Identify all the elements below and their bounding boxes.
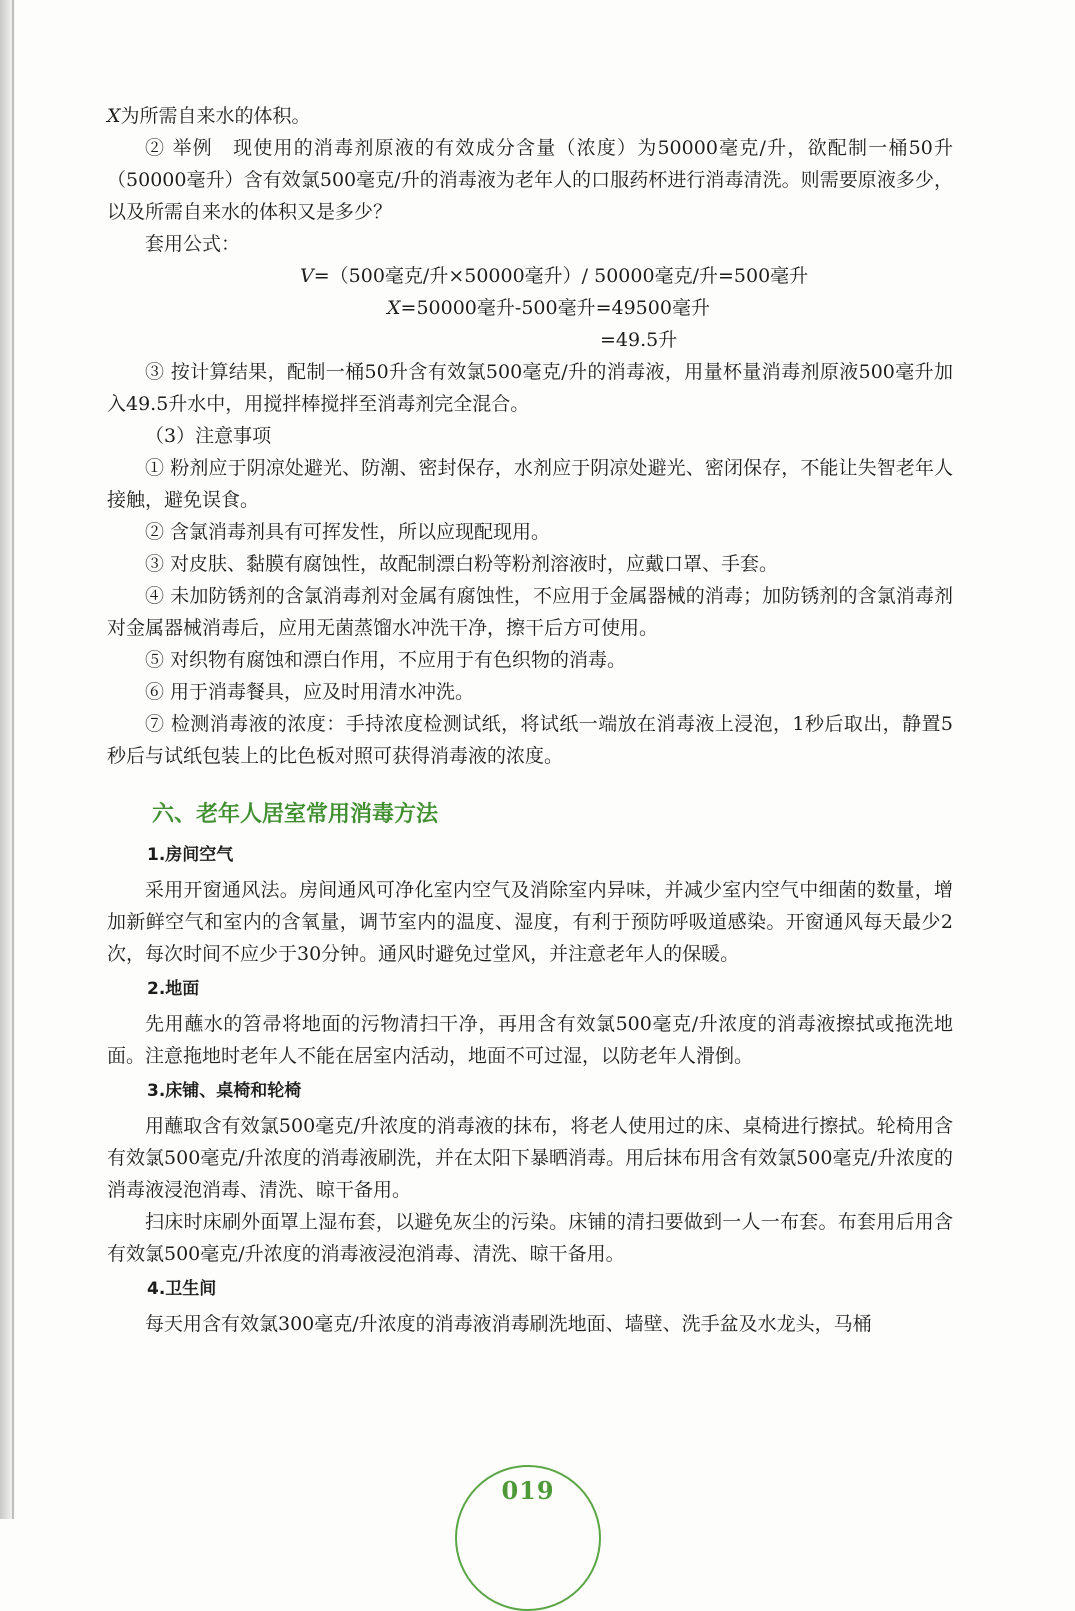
page-number: 019 [501,1476,555,1505]
note-item-7: ⑦ 检测消毒液的浓度：手持浓度检测试纸，将试纸一端放在消毒液上浸泡，1秒后取出，静置5秒后与试纸包装上的比色板对照可获得消毒液的浓度。 [107,713,953,767]
subsection-title-floor: 2.地面 [147,979,200,999]
binding-line [12,0,14,1519]
section-heading: 六、老年人居室常用消毒方法 [152,801,439,827]
paragraph-bathroom: 每天用含有效氯300毫克/升浓度的消毒液消毒刷洗地面、墙壁、洗手盆及水龙头，马桶 [145,1313,872,1335]
subheading-notes: （3）注意事项 [145,425,272,447]
formula-v-expr: =（500毫克/升×50000毫升）/ 50000毫克/升=500毫升 [313,265,809,287]
note-item-6: ⑥ 用于消毒餐具，应及时用清水冲洗。 [145,681,475,703]
note-item-1: ① 粉剂应于阴凉处避光、防潮、密封保存，水剂应于阴凉处避光、密闭保存，不能让失智老年人接触，避免误食。 [107,457,953,511]
note-item-3: ③ 对皮肤、黏膜有腐蚀性，故配制漂白粉等粉剂溶液时，应戴口罩、手套。 [145,553,779,575]
formula-x-var: X [387,297,401,319]
page-body [107,100,953,1340]
formula-x [107,292,953,324]
paragraph-furniture-2: 扫床时床刷外面罩上湿布套，以避免灰尘的污染。床铺的清扫要做到一人一布套。布套用后用含有效氯500毫克/升浓度的消毒液浸泡消毒、清洗、晾干备用。 [107,1211,953,1265]
variable-x-text: 为所需自来水的体积。 [120,105,311,127]
paragraph-variable-x [107,100,953,132]
paragraph-furniture-1: 用蘸取含有效氯500毫克/升浓度的消毒液的抹布，将老人使用过的床、桌椅进行擦拭。轮椅用含有效氯500毫克/升浓度的消毒液刷洗，并在太阳下暴晒消毒。用后抹布用含有效氯500毫克/升浓度的消毒液浸泡消毒、清洗、晾干备用。 [107,1115,953,1201]
formula-x-expr: =50000毫升-500毫升=49500毫升 [400,297,710,319]
note-item-5: ⑤ 对织物有腐蚀和漂白作用，不应用于有色织物的消毒。 [145,649,627,671]
paragraph-formula-intro: 套用公式： [145,233,241,255]
formula-x-liters: =49.5升 [600,329,678,351]
subsection-title-furniture: 3.床铺、桌椅和轮椅 [147,1081,302,1101]
paragraph-result: ③ 按计算结果，配制一桶50升含有效氯500毫克/升的消毒液，用量杯量消毒剂原液500毫升加入49.5升水中，用搅拌棒搅拌至消毒剂完全混合。 [107,361,953,415]
subsection-title-bathroom: 4.卫生间 [147,1279,217,1299]
formula-v-var: V [300,265,314,287]
paragraph-room-air: 采用开窗通风法。房间通风可净化室内空气及消除室内异味，并减少室内空气中细菌的数量，增加新鲜空气和室内的含氧量，调节室内的温度、湿度，有利于预防呼吸道感染。开窗通风每天最少2次，每次时间不应少于30分钟。通风时避免过堂风，并注意老年人的保暖。 [107,879,953,965]
formula-v [107,260,953,292]
variable-x: X [107,105,121,127]
paragraph-floor: 先用蘸水的笤帚将地面的污物清扫干净，再用含有效氯500毫克/升浓度的消毒液擦拭或拖洗地面。注意拖地时老年人不能在居室内活动，地面不可过湿，以防老年人滑倒。 [107,1013,953,1067]
paragraph-example: ② 举例 现使用的消毒剂原液的有效成分含量（浓度）为50000毫克/升，欲配制一桶50升（50000毫升）含有效氯500毫克/升的消毒液为老年人的口服药杯进行消毒清洗。则需要原液多少，以及所需自来水的体积又是多少？ [107,137,953,223]
note-item-2: ② 含氯消毒剂具有可挥发性，所以应现配现用。 [145,521,551,543]
subsection-title-room-air: 1.房间空气 [147,845,234,865]
note-item-4: ④ 未加防锈剂的含氯消毒剂对金属有腐蚀性，不应用于金属器械的消毒；加防锈剂的含氯消毒剂对金属器械消毒后，应用无菌蒸馏水冲洗干净，擦干后方可使用。 [107,585,953,639]
